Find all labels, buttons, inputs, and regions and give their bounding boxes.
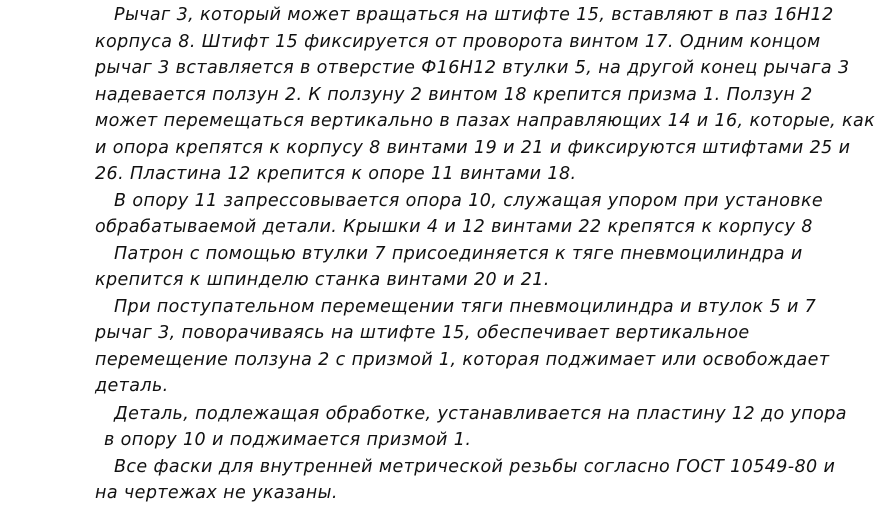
text-line-11: крепится к шпинделю станка винтами 20 и 21. xyxy=(95,270,550,290)
text-line-4: надевается ползун 2. К ползуну 2 винтом 18 крепится призма 1. Ползун 2 xyxy=(95,85,813,105)
text-line-17: в опору 10 и поджимается призмой 1. xyxy=(104,430,472,450)
text-line-15: деталь. xyxy=(95,376,169,396)
text-line-18: Все фаски для внутренней метрической резьбы согласно ГОСТ 10549-80 и xyxy=(114,457,836,477)
text-line-8: В опору 11 запрессовывается опора 10, служащая упором при установке xyxy=(114,191,824,211)
text-line-3: рычаг 3 вставляется в отверстие Ф16H12 втулки 5, на другой конец рычага 3 xyxy=(95,58,850,78)
text-line-19: на чертежах не указаны. xyxy=(95,483,338,503)
text-line-1: Рычаг 3, который может вращаться на штифте 15, вставляют в паз 16H12 xyxy=(114,5,834,25)
text-line-6: и опора крепятся к корпусу 8 винтами 19 и 21 и фиксируются штифтами 25 и xyxy=(95,138,851,158)
text-line-12: При поступательном перемещении тяги пневмоцилиндра и втулок 5 и 7 xyxy=(114,297,817,317)
text-line-16: Деталь, подлежащая обработке, устанавливается на пластину 12 до упора xyxy=(114,404,847,424)
text-line-14: перемещение ползуна 2 с призмой 1, которая поджимает или освобождает xyxy=(95,350,830,370)
text-line-7: 26. Пластина 12 крепится к опоре 11 винтами 18. xyxy=(95,164,577,184)
text-line-13: рычаг 3, поворачиваясь на штифте 15, обеспечивает вертикальное xyxy=(95,323,750,343)
text-line-5: может перемещаться вертикально в пазах направляющих 14 и 16, которые, как xyxy=(95,111,876,131)
text-line-9: обрабатываемой детали. Крышки 4 и 12 винтами 22 крепятся к корпусу 8 xyxy=(95,217,813,237)
text-line-10: Патрон с помощью втулки 7 присоединяется к тяге пневмоцилиндра и xyxy=(114,244,803,264)
text-line-2: корпуса 8. Штифт 15 фиксируется от проворота винтом 17. Одним концом xyxy=(95,32,821,52)
